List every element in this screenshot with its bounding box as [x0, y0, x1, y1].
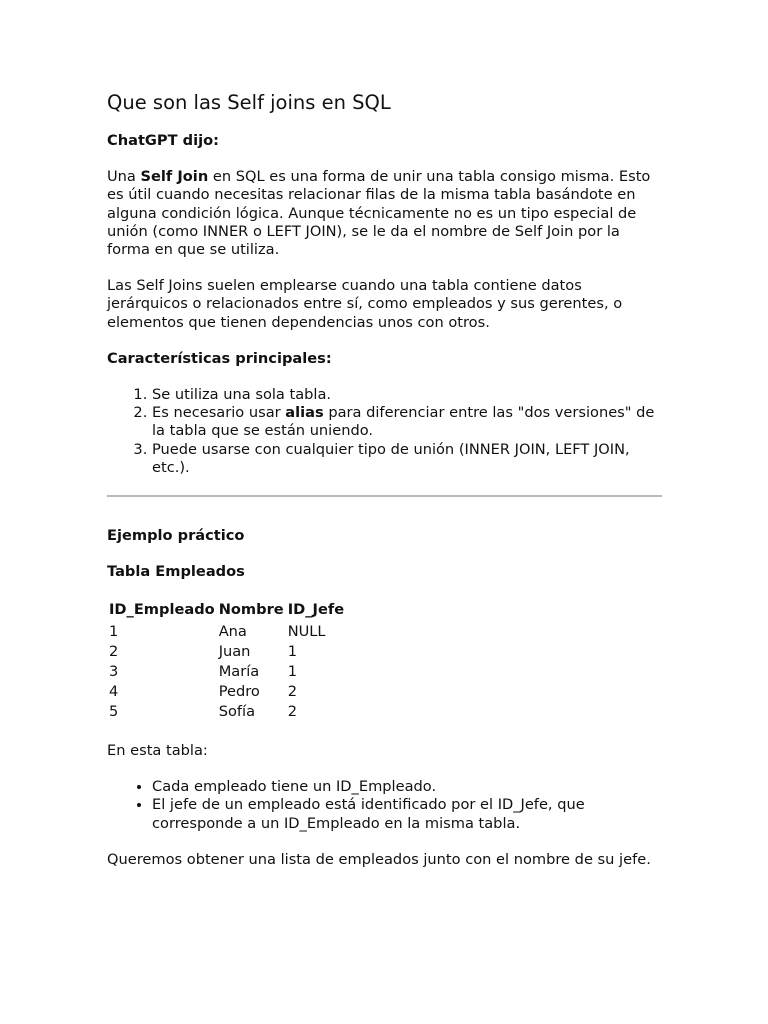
goal-paragraph: Queremos obtener una lista de empleados junto con el nombre de su jefe. [107, 850, 651, 868]
table-cell: 1 [287, 662, 297, 680]
page-title: Que son las Self joins en SQL [107, 91, 391, 114]
table-heading: Tabla Empleados [107, 563, 245, 581]
document-content [107, 90, 662, 887]
bullet-list [107, 778, 662, 833]
table-cell: 2 [287, 702, 297, 720]
features-list [107, 386, 662, 477]
table-row [107, 702, 346, 722]
intro-paragraph [107, 168, 662, 259]
table-header-cell: ID_Empleado [109, 601, 215, 619]
list-item: • El jefe de un empleado está identificado por el ID_Jefe, que corresponde a un ID_Empleado en la misma tabla. [152, 796, 662, 832]
table-cell: Juan [218, 642, 251, 660]
table-cell: Ana [218, 622, 247, 640]
section-divider [107, 495, 662, 497]
table-cell: 2 [109, 642, 119, 660]
table-cell: 4 [109, 682, 119, 700]
feature-text: Se utiliza una sola tabla. [152, 386, 332, 404]
table-row [107, 682, 346, 702]
list-item: • Cada empleado tiene un ID_Empleado. [152, 778, 662, 796]
feature-text-pre: Es necesario usar [152, 404, 286, 422]
table-cell: NULL [287, 622, 326, 640]
table-row [107, 642, 346, 662]
table-cell: 2 [287, 682, 297, 700]
intro-term: Self Join [140, 168, 209, 186]
table-intro: En esta tabla: [107, 741, 208, 759]
table-row [107, 622, 346, 642]
table-row [107, 662, 346, 682]
feature-text: Puede usarse con cualquier tipo de unión (INNER JOIN, LEFT JOIN, etc.). [152, 440, 630, 476]
table-header-cell: ID_Jefe [287, 601, 345, 619]
example-heading: Ejemplo práctico [107, 527, 245, 545]
feature-term: alias [285, 404, 324, 422]
table-cell: 1 [109, 622, 119, 640]
feature-item [152, 386, 662, 404]
table-cell: 1 [287, 642, 297, 660]
table-cell: 5 [109, 702, 119, 720]
table-cell: 3 [109, 662, 119, 680]
usage-paragraph: Las Self Joins suelen emplearse cuando una tabla contiene datos jerárquicos o relacionados entre sí, como empleados y sus gerentes, o elementos que tienen dependencias unos con otros. [107, 277, 623, 331]
table-header-row [107, 599, 346, 622]
feature-item [152, 441, 662, 477]
table-cell: Pedro [218, 682, 260, 700]
table-cell: Sofía [218, 702, 256, 720]
table-cell: María [218, 662, 260, 680]
employees-table [107, 599, 346, 722]
features-heading: Características principales: [107, 349, 332, 367]
intro-text-pre: Una [107, 168, 141, 186]
intro-text-post: en SQL es una forma de unir una tabla consigo misma. Esto es útil cuando necesitas relacionar filas de la misma tabla basándote en alguna condición lógica. Aunque técnicamente no es un tipo especial de unión (como INNER o LEFT JOIN), se le da el nombre de Self Join por la forma en que se utiliza. [107, 168, 651, 259]
table-header-cell: Nombre [218, 601, 284, 619]
feature-item [152, 404, 662, 440]
feature-text-post: para diferenciar entre las "dos versiones" de la tabla que se están uniendo. [152, 404, 655, 440]
speaker-label: ChatGPT dijo: [107, 132, 219, 149]
